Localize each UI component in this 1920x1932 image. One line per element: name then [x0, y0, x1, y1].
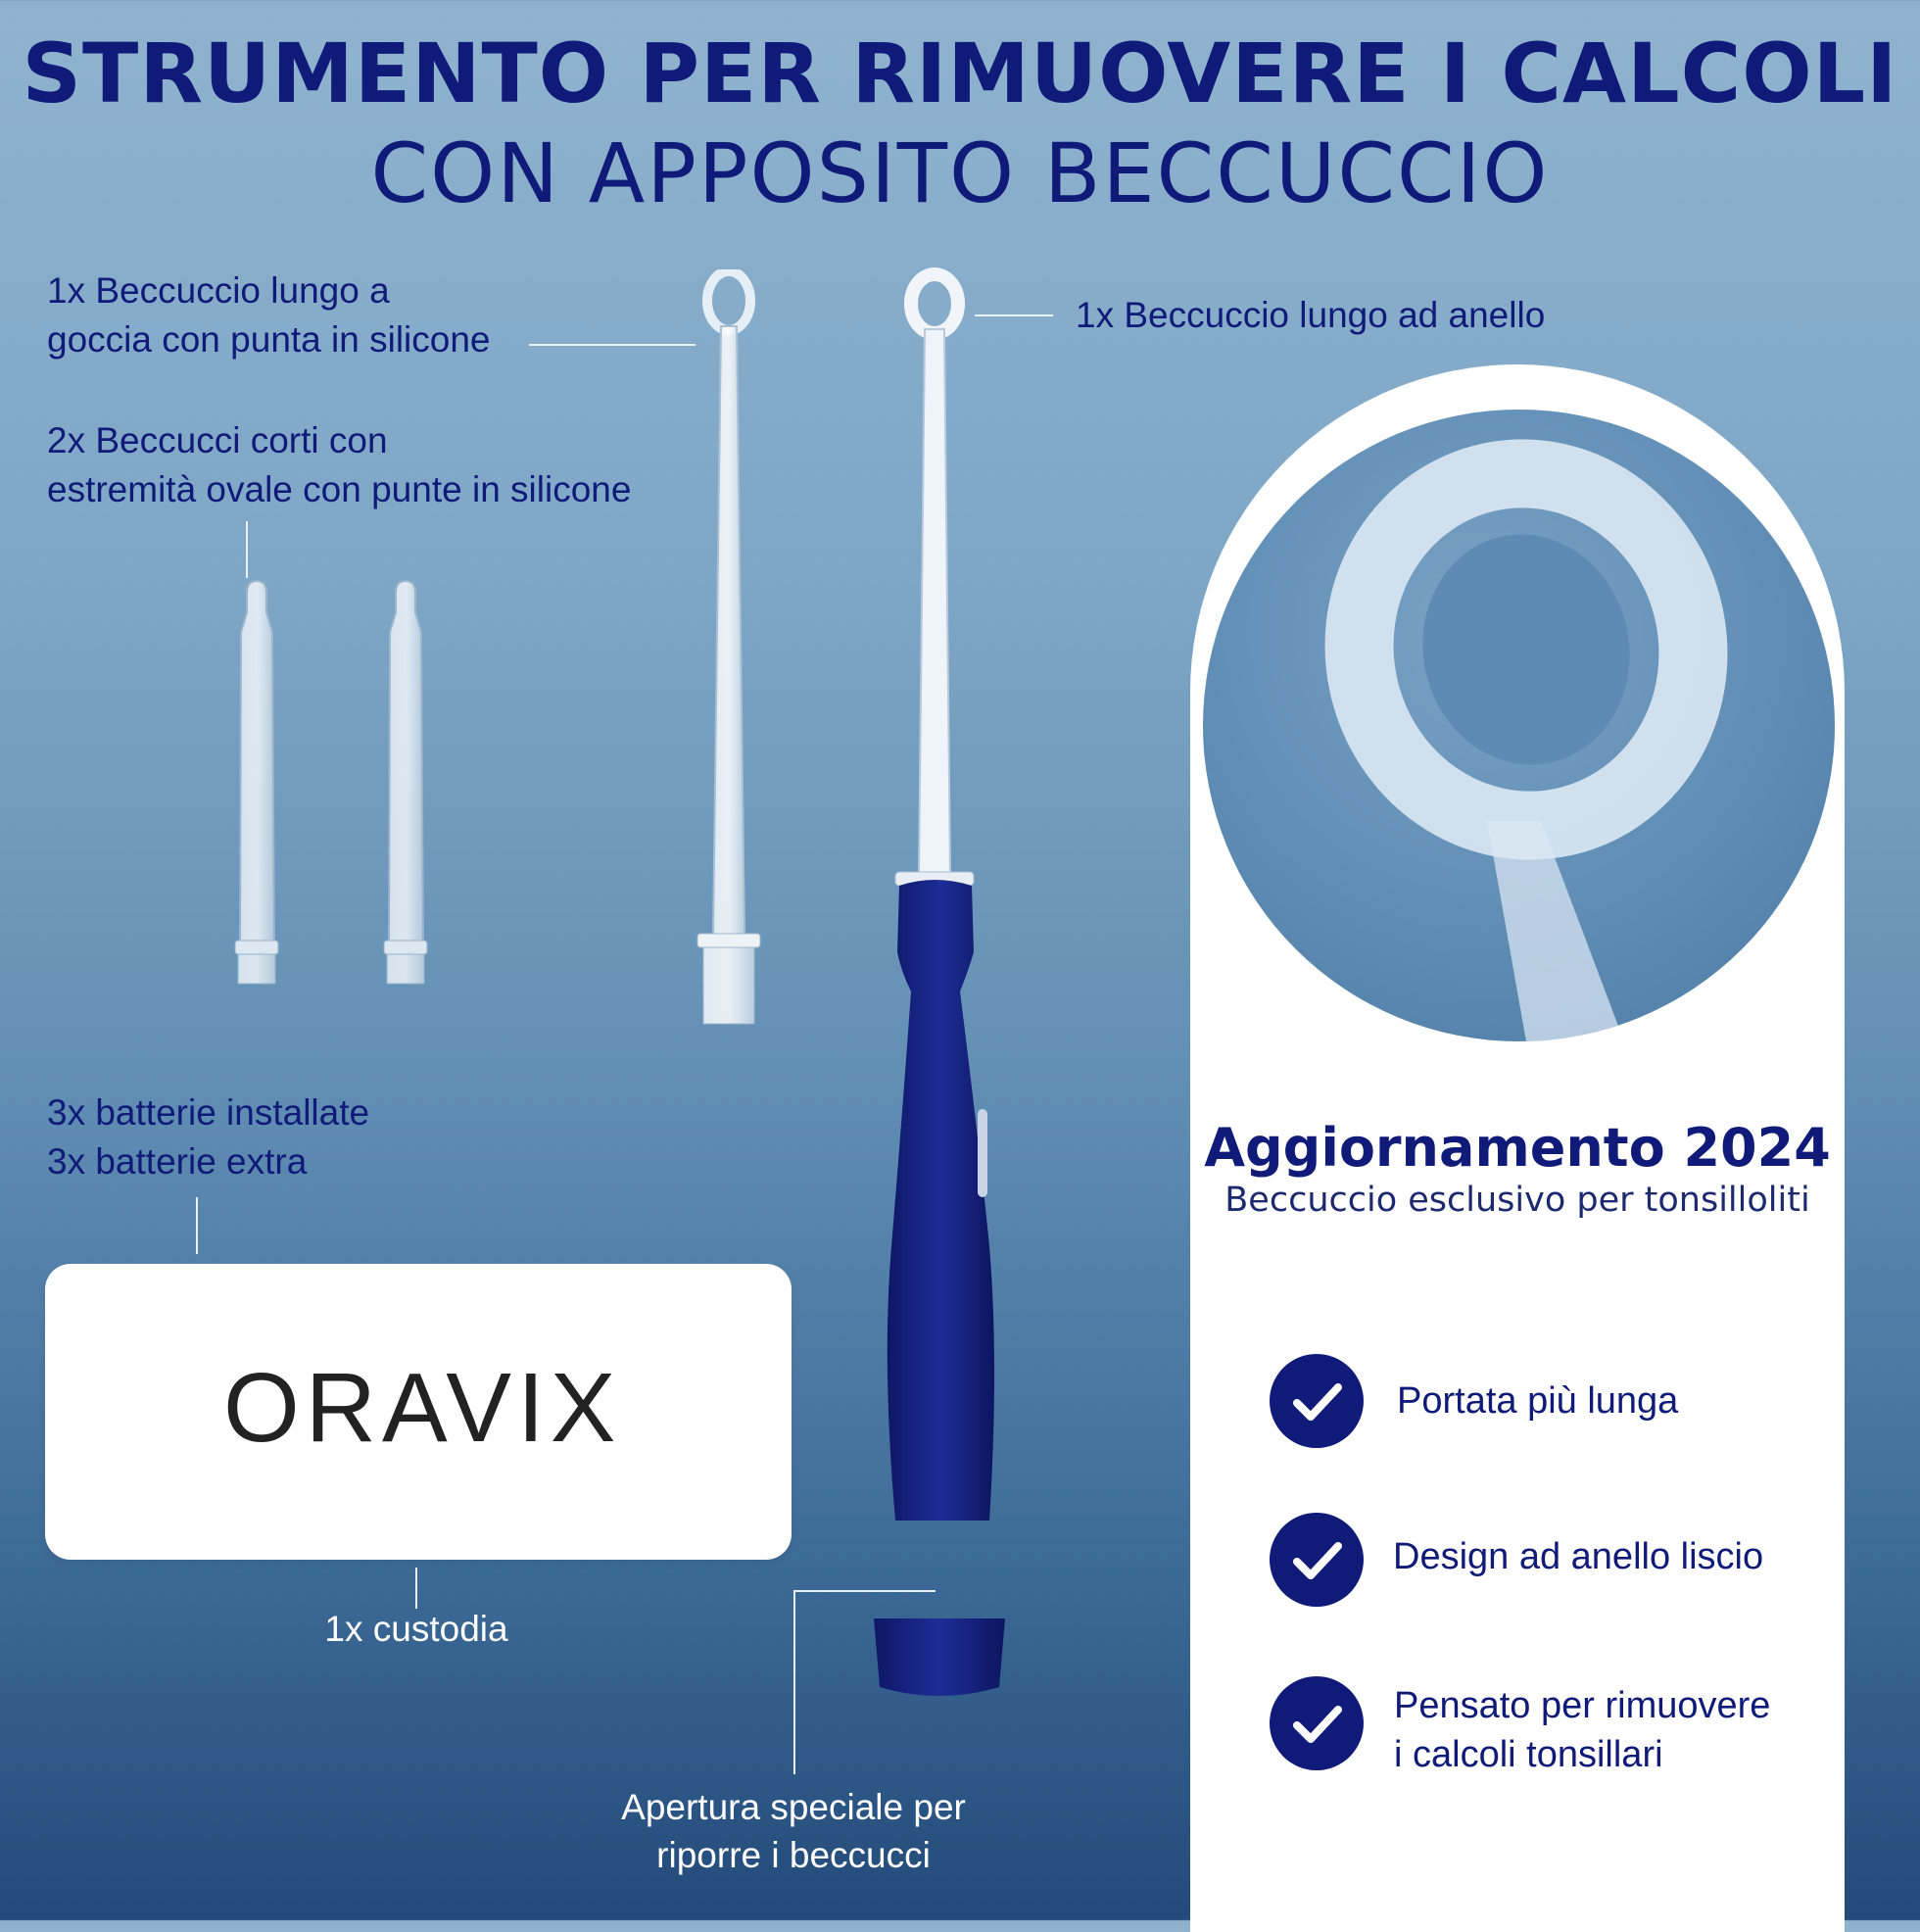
short-nozzles-leader [246, 521, 248, 578]
drop-nozzle-label: 1x Beccuccio lungo a goccia con punta in silicone [47, 270, 491, 360]
page-title: STRUMENTO PER RIMUOVERE I CALCOLI [22, 25, 1898, 121]
page-subtitle: CON APPOSITO BECCUCCIO [370, 125, 1550, 221]
brand-logo: ORAVIX [223, 1353, 622, 1463]
drop-nozzle-leader [529, 344, 696, 346]
case-leader [415, 1568, 417, 1609]
batteries-label: 3x batterie installate 3x batterie extra [47, 1092, 370, 1182]
opening-label: Apertura speciale per riporre i beccucci [621, 1787, 966, 1875]
ring-zoom-drawing [1203, 410, 1835, 1041]
feature-item-1: Portata più lunga [1397, 1380, 1679, 1422]
ring-nozzle [895, 274, 974, 886]
check-icon [1270, 1676, 1364, 1770]
device-handle [874, 880, 1005, 1696]
batteries-leader [196, 1197, 198, 1254]
irrigator-device-image [852, 266, 1029, 1697]
short-nozzle-2 [384, 581, 427, 984]
short-nozzles-image [206, 573, 441, 1024]
update-title: Aggiornamento 2024 [1204, 1117, 1831, 1179]
short-nozzles-label: 2x Beccucci corti con estremità ovale con punte in silicone [47, 420, 632, 509]
case-label: 1x custodia [324, 1609, 508, 1649]
drop-nozzle-image [686, 269, 774, 1043]
ring-nozzle-zoom-image [1203, 410, 1835, 1041]
device-base-cap [874, 1618, 1005, 1696]
feature-item-2: Design ad anello liscio [1393, 1536, 1764, 1577]
check-icon [1270, 1513, 1364, 1607]
opening-leader-v [793, 1590, 795, 1774]
short-nozzle-1 [235, 581, 278, 984]
opening-leader-h [793, 1590, 936, 1592]
update-subtitle: Beccuccio esclusivo per tonsilloliti [1224, 1181, 1810, 1220]
feature-item-3: Pensato per rimuovere i calcoli tonsillari [1394, 1685, 1771, 1775]
ring-nozzle-label: 1x Beccuccio lungo ad anello [1076, 295, 1546, 335]
check-icon [1270, 1354, 1364, 1448]
